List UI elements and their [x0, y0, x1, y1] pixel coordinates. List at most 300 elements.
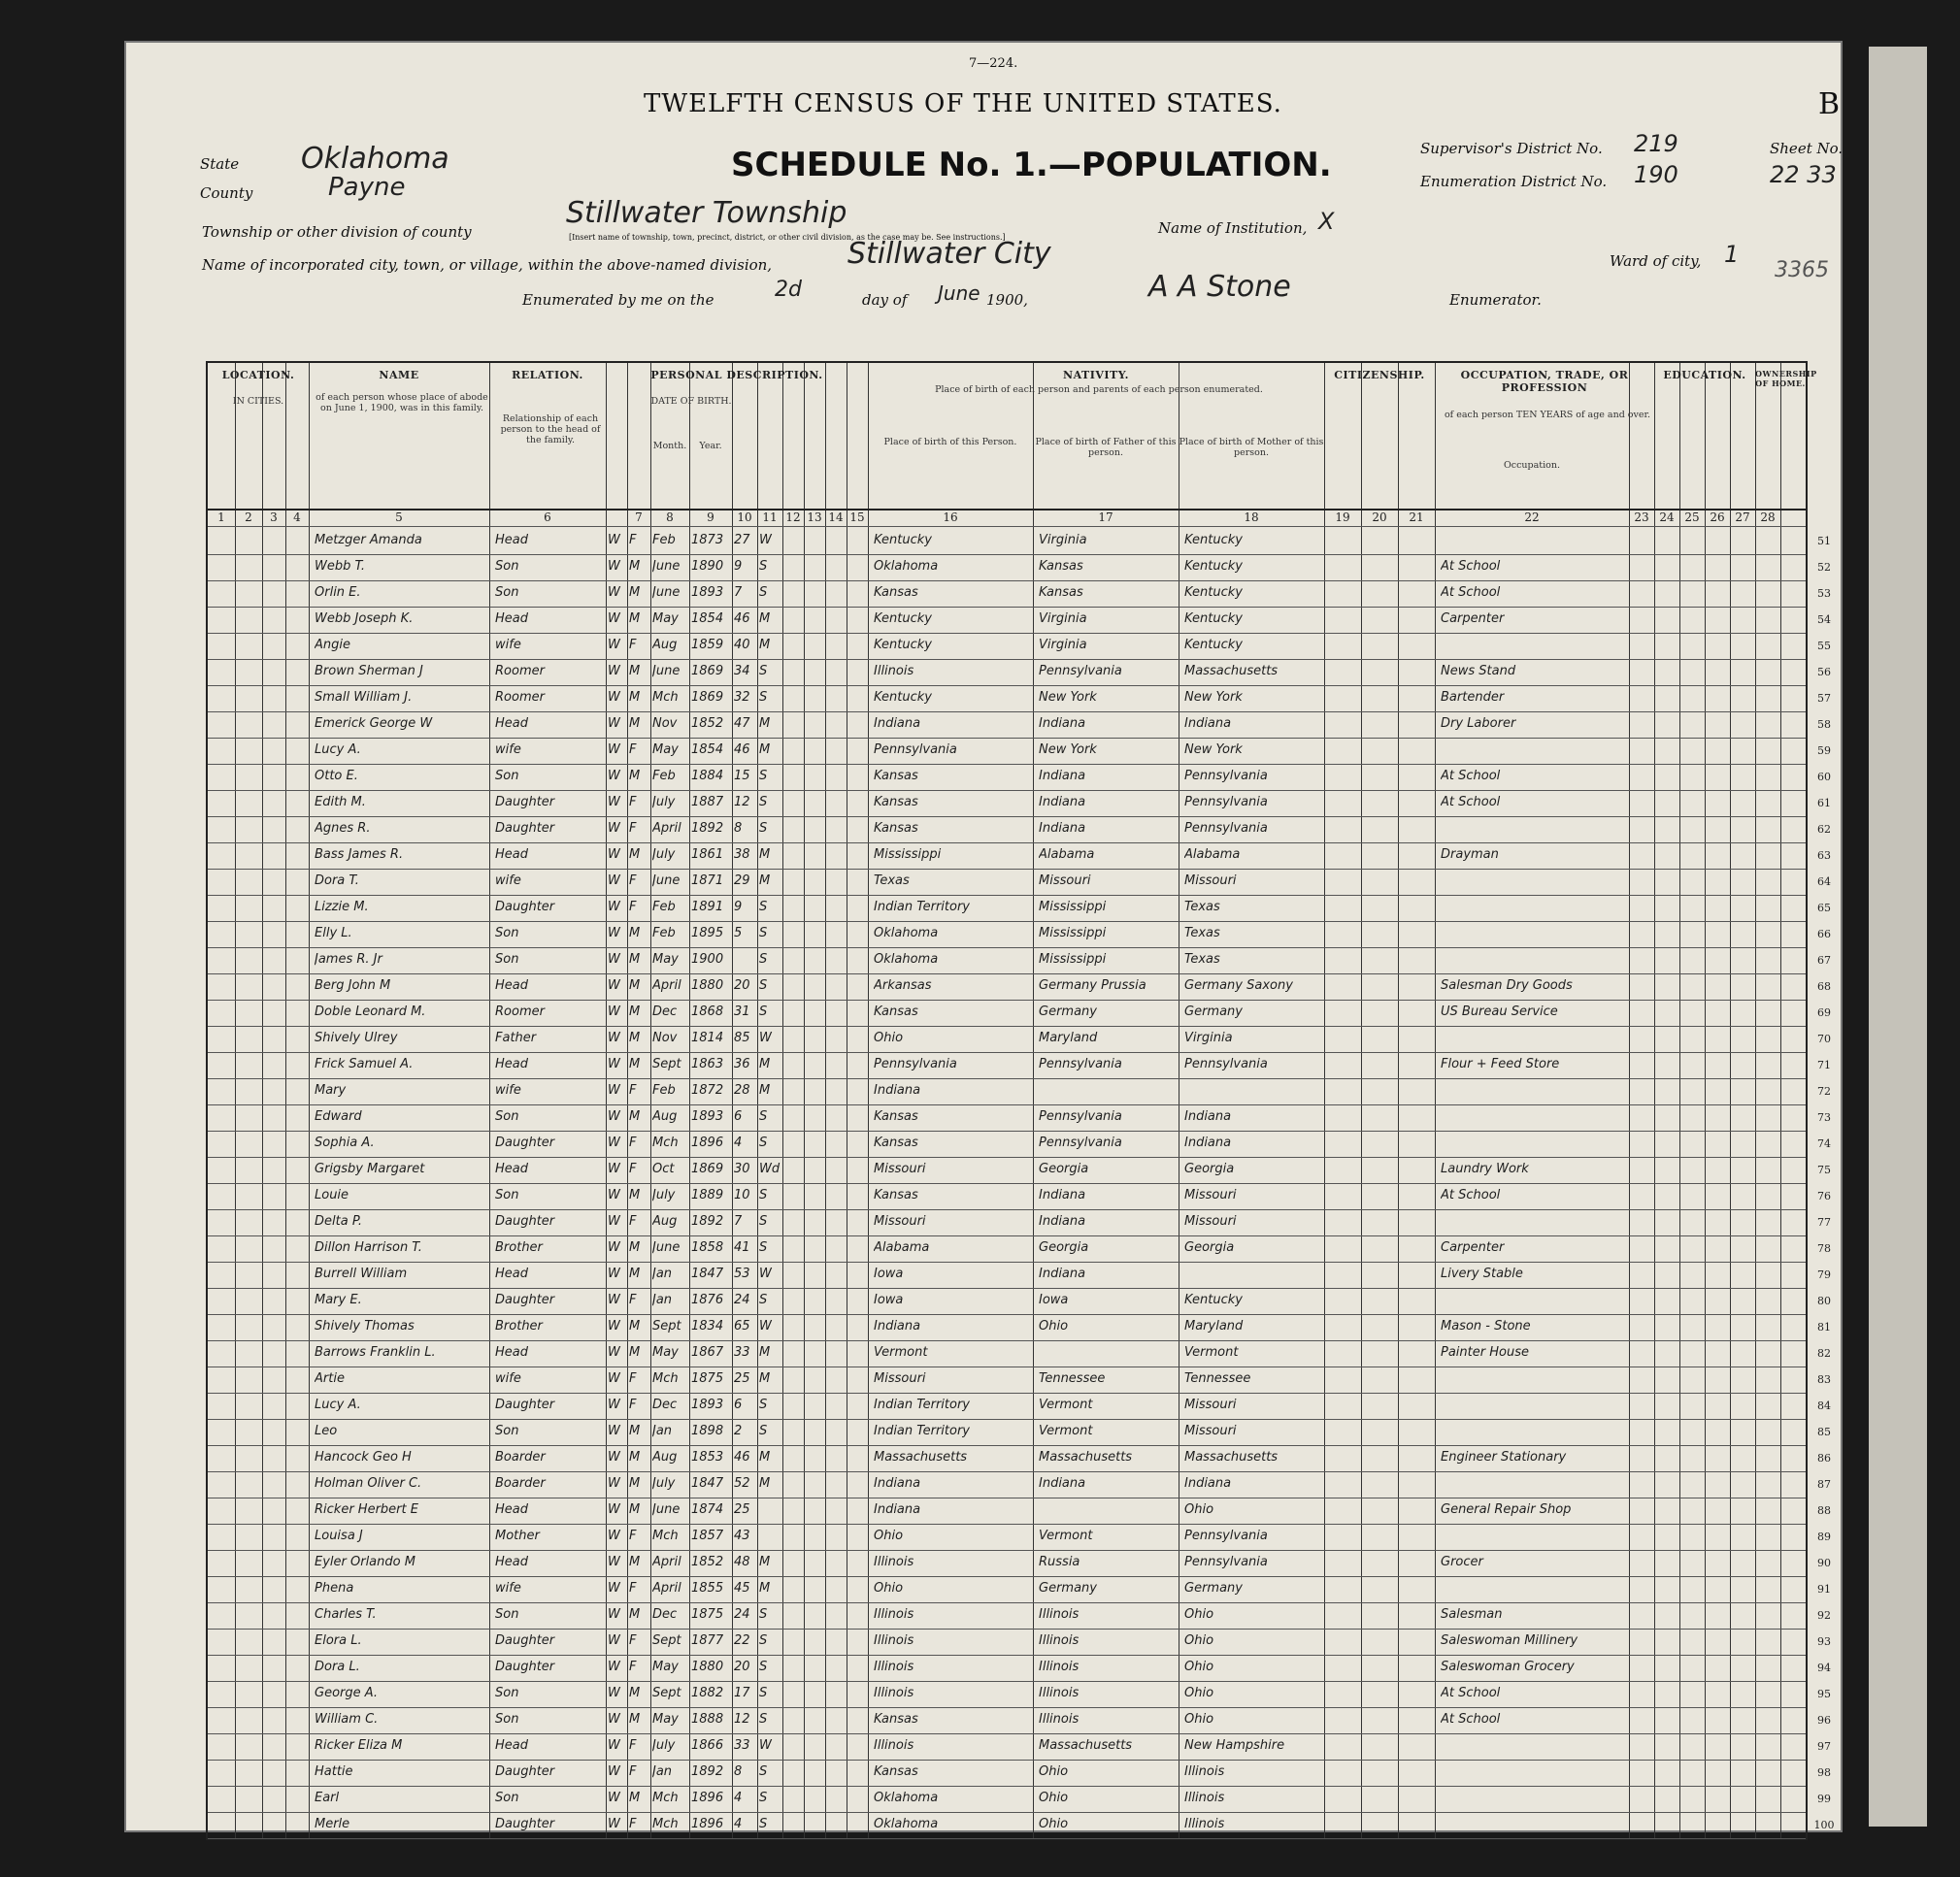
cell-bp: Pennsylvania	[874, 1057, 957, 1071]
cell-rel: Daughter	[495, 900, 555, 914]
cell-mbp: Kentucky	[1184, 585, 1244, 600]
cell-mbp: Maryland	[1184, 1319, 1244, 1334]
cell-mbp: Kentucky	[1184, 559, 1244, 574]
cell-bp: Illinois	[874, 1633, 914, 1648]
cell-sex: F	[629, 1214, 637, 1229]
row-rule	[208, 1786, 1806, 1787]
cell-mbp: Massachusetts	[1184, 1450, 1279, 1465]
cell-fbp: Mississippi	[1039, 952, 1107, 967]
cell-mbp: Ohio	[1184, 1660, 1214, 1674]
cell-fbp: Indiana	[1039, 769, 1086, 783]
cell-occ: Saleswoman Millinery	[1441, 1633, 1578, 1648]
cell-mo: Jan	[652, 1424, 673, 1438]
cell-fbp: Kansas	[1039, 559, 1083, 574]
column-rule	[1435, 363, 1436, 1838]
cell-fbp: Massachusetts	[1039, 1450, 1133, 1465]
cell-mbp: Indiana	[1184, 1476, 1232, 1491]
cell-mbp: Texas	[1184, 900, 1220, 914]
cell-mbp: Germany	[1184, 1581, 1243, 1596]
cell-name: Webb Joseph K.	[315, 611, 414, 626]
cell-name: Merle	[315, 1817, 350, 1831]
cell-bp: Kansas	[874, 1764, 918, 1779]
column-number: 2	[245, 510, 252, 524]
cell-name: Earl	[315, 1791, 340, 1805]
cell-sex: M	[629, 1109, 641, 1124]
cell-fbp: Alabama	[1039, 847, 1095, 862]
cell-bp: Vermont	[874, 1345, 928, 1360]
cell-color: W	[608, 900, 620, 914]
cell-fbp: Ohio	[1039, 1817, 1069, 1831]
row-rule	[208, 1733, 1806, 1734]
cell-bp: Illinois	[874, 1555, 914, 1569]
cell-rel: Roomer	[495, 664, 545, 678]
cell-mo: Mch	[652, 1791, 679, 1805]
row-rule	[208, 1262, 1806, 1263]
cell-rel: Son	[495, 952, 519, 967]
enumeration-value: 190	[1634, 161, 1678, 188]
cell-bp: Indiana	[874, 1502, 921, 1517]
cell-rel: Head	[495, 1162, 528, 1176]
cell-fbp: Indiana	[1039, 1476, 1086, 1491]
cell-mbp: Georgia	[1184, 1240, 1235, 1255]
cell-occ: At School	[1441, 795, 1501, 809]
cell-rel: Brother	[495, 1240, 543, 1255]
row-number: 70	[1817, 1033, 1831, 1045]
cell-mbp: Ohio	[1184, 1633, 1214, 1648]
cell-yr: 1896	[691, 1817, 724, 1831]
cell-rel: Brother	[495, 1319, 543, 1334]
cell-fbp: Illinois	[1039, 1633, 1080, 1648]
cell-color: W	[608, 1555, 620, 1569]
cell-bp: Kansas	[874, 1188, 918, 1202]
cell-age: 34	[734, 664, 750, 678]
cell-age: 5	[734, 926, 743, 940]
column-number: 27	[1735, 510, 1750, 524]
cell-name: Louie	[315, 1188, 349, 1202]
cell-bp: Illinois	[874, 1686, 914, 1700]
cell-color: W	[608, 1371, 620, 1386]
cell-mo: July	[652, 1738, 676, 1753]
row-number: 73	[1817, 1111, 1831, 1124]
cell-color: W	[608, 1398, 620, 1412]
cell-bp: Oklahoma	[874, 559, 939, 574]
cell-name: Grigsby Margaret	[315, 1162, 425, 1176]
cell-age: 8	[734, 821, 743, 836]
cell-mo: April	[652, 1581, 681, 1596]
cell-name: Dora T.	[315, 873, 359, 888]
cell-color: W	[608, 1240, 620, 1255]
cell-mar: S	[759, 1240, 768, 1255]
cell-sex: F	[629, 1660, 637, 1674]
cell-yr: 1880	[691, 978, 724, 993]
cell-rel: Boarder	[495, 1476, 546, 1491]
cell-bp: Oklahoma	[874, 926, 939, 940]
cell-bp: Indian Territory	[874, 1398, 970, 1412]
cell-name: Eyler Orlando M	[315, 1555, 415, 1569]
cell-fbp: Mississippi	[1039, 926, 1107, 940]
row-number: 99	[1817, 1793, 1831, 1805]
cell-mar: W	[759, 1267, 772, 1281]
cell-name: Frick Samuel A.	[315, 1057, 414, 1071]
cell-occ: Carpenter	[1441, 1240, 1505, 1255]
cell-occ: Painter House	[1441, 1345, 1529, 1360]
cell-rel: Daughter	[495, 1817, 555, 1831]
cell-fbp: Virginia	[1039, 611, 1087, 626]
cell-sex: M	[629, 926, 641, 940]
cell-bp: Missouri	[874, 1214, 926, 1229]
row-rule	[208, 816, 1806, 817]
cell-fbp: Illinois	[1039, 1712, 1080, 1727]
column-rule	[1654, 363, 1655, 1838]
cell-rel: wife	[495, 1371, 521, 1386]
cell-color: W	[608, 978, 620, 993]
cell-sex: F	[629, 742, 637, 757]
cell-name: Hancock Geo H	[315, 1450, 412, 1465]
row-rule	[208, 1576, 1806, 1577]
cell-sex: M	[629, 611, 641, 626]
cell-age: 38	[734, 847, 750, 862]
cell-name: Edith M.	[315, 795, 366, 809]
cell-fbp: Illinois	[1039, 1686, 1080, 1700]
row-number: 61	[1817, 797, 1831, 809]
cell-bp: Oklahoma	[874, 1817, 939, 1831]
cell-color: W	[608, 847, 620, 862]
cell-mar: M	[759, 611, 771, 626]
cell-mbp: Pennsylvania	[1184, 1529, 1268, 1543]
cell-yr: 1895	[691, 926, 724, 940]
cell-age: 30	[734, 1162, 750, 1176]
cell-mo: July	[652, 847, 676, 862]
cell-color: W	[608, 926, 620, 940]
cell-mo: Mch	[652, 1817, 679, 1831]
cell-fbp: Missouri	[1039, 873, 1091, 888]
cell-color: W	[608, 1057, 620, 1071]
column-rule	[489, 363, 490, 1838]
cell-name: Orlin E.	[315, 585, 361, 600]
cell-name: Ricker Herbert E	[315, 1502, 418, 1517]
cell-bp: Alabama	[874, 1240, 930, 1255]
city-label: Name of incorporated city, town, or village, within the above-named division,	[202, 256, 773, 274]
cell-rel: Head	[495, 1345, 528, 1360]
cell-fbp: Russia	[1039, 1555, 1080, 1569]
cell-mo: May	[652, 1345, 679, 1360]
cell-mo: Dec	[652, 1607, 678, 1622]
cell-rel: Daughter	[495, 1633, 555, 1648]
column-number: 13	[807, 510, 822, 524]
cell-fbp: Iowa	[1039, 1293, 1069, 1307]
row-rule	[208, 1419, 1806, 1420]
row-number: 80	[1817, 1295, 1831, 1307]
cell-age: 4	[734, 1791, 743, 1805]
cell-bp: Kansas	[874, 821, 918, 836]
cell-rel: Daughter	[495, 1660, 555, 1674]
cell-mbp: Ohio	[1184, 1686, 1214, 1700]
row-number: 72	[1817, 1085, 1831, 1098]
row-rule	[208, 1157, 1806, 1158]
cell-fbp: Germany	[1039, 1004, 1097, 1019]
cell-yr: 1896	[691, 1136, 724, 1150]
cell-sex: M	[629, 1686, 641, 1700]
cell-sex: F	[629, 1764, 637, 1779]
column-rule	[1780, 363, 1781, 1838]
cell-mo: Mch	[652, 1371, 679, 1386]
cell-sex: F	[629, 1083, 637, 1098]
cell-color: W	[608, 769, 620, 783]
cell-bp: Kansas	[874, 1712, 918, 1727]
cell-mbp: Missouri	[1184, 1424, 1237, 1438]
cell-age: 15	[734, 769, 750, 783]
column-rule	[732, 363, 733, 1838]
cell-yr: 1898	[691, 1424, 724, 1438]
cell-yr: 1853	[691, 1450, 724, 1465]
column-number-rule	[208, 526, 1806, 527]
cell-color: W	[608, 1712, 620, 1727]
cell-occ: At School	[1441, 1686, 1501, 1700]
cell-sex: M	[629, 1004, 641, 1019]
row-rule	[208, 1629, 1806, 1630]
cell-mo: July	[652, 795, 676, 809]
cell-fbp: Maryland	[1039, 1031, 1098, 1045]
cell-mbp: Ohio	[1184, 1502, 1214, 1517]
cell-mo: April	[652, 821, 681, 836]
cell-fbp: Pennsylvania	[1039, 664, 1122, 678]
cell-mbp: Pennsylvania	[1184, 795, 1268, 809]
cell-mar: S	[759, 1817, 768, 1831]
cell-bp: Pennsylvania	[874, 742, 957, 757]
cell-occ: Bartender	[1441, 690, 1505, 705]
column-subheader: Place of birth of Father of this person.	[1035, 437, 1177, 458]
cell-name: Mary	[315, 1083, 347, 1098]
cell-mo: Sept	[652, 1319, 681, 1334]
cell-mbp: Massachusetts	[1184, 664, 1279, 678]
cell-mar: M	[759, 1581, 771, 1596]
cell-rel: Son	[495, 1607, 519, 1622]
row-number: 76	[1817, 1190, 1831, 1202]
cell-bp: Iowa	[874, 1267, 904, 1281]
column-number: 9	[707, 510, 714, 524]
cell-mo: June	[652, 664, 681, 678]
column-number: 10	[737, 510, 752, 524]
cell-rel: Roomer	[495, 1004, 545, 1019]
cell-color: W	[608, 1502, 620, 1517]
cell-bp: Mississippi	[874, 847, 942, 862]
cell-mar: M	[759, 1371, 771, 1386]
cell-color: W	[608, 664, 620, 678]
cell-name: Sophia A.	[315, 1136, 375, 1150]
institution-value: X	[1318, 208, 1335, 235]
row-number: 100	[1813, 1819, 1835, 1831]
cell-color: W	[608, 1450, 620, 1465]
cell-bp: Oklahoma	[874, 1791, 939, 1805]
cell-yr: 1876	[691, 1293, 724, 1307]
cell-age: 27	[734, 533, 750, 547]
cell-sex: M	[629, 1240, 641, 1255]
cell-color: W	[608, 1267, 620, 1281]
row-rule	[208, 1026, 1806, 1027]
column-group-header: OWNERSHIP OF HOME.	[1755, 369, 1817, 388]
cell-fbp: Illinois	[1039, 1607, 1080, 1622]
cell-yr: 1868	[691, 1004, 724, 1019]
cell-age: 28	[734, 1083, 750, 1098]
cell-color: W	[608, 821, 620, 836]
cell-bp: Kentucky	[874, 690, 933, 705]
cell-mo: Nov	[652, 1031, 678, 1045]
row-number: 60	[1817, 771, 1831, 783]
row-number: 85	[1817, 1426, 1831, 1438]
column-number: 14	[828, 510, 844, 524]
cell-name: Louisa J	[315, 1529, 363, 1543]
cell-bp: Missouri	[874, 1371, 926, 1386]
cell-mbp: New Hampshire	[1184, 1738, 1285, 1753]
column-rule	[757, 363, 758, 1838]
cell-color: W	[608, 1476, 620, 1491]
cell-name: Lizzie M.	[315, 900, 369, 914]
cell-age: 31	[734, 1004, 750, 1019]
column-rule	[1679, 363, 1680, 1838]
cell-mar: S	[759, 952, 768, 967]
row-rule	[208, 1550, 1806, 1551]
cell-yr: 1858	[691, 1240, 724, 1255]
row-rule	[208, 659, 1806, 660]
cell-mo: Aug	[652, 1450, 678, 1465]
cell-mar: S	[759, 769, 768, 783]
row-rule	[208, 1340, 1806, 1341]
cell-rel: Son	[495, 585, 519, 600]
cell-mar: S	[759, 1004, 768, 1019]
cell-mo: Dec	[652, 1004, 678, 1019]
census-title: TWELFTH CENSUS OF THE UNITED STATES.	[644, 89, 1282, 118]
cell-sex: M	[629, 1424, 641, 1438]
column-number: 4	[293, 510, 301, 524]
column-rule	[262, 363, 263, 1838]
cell-bp: Kansas	[874, 795, 918, 809]
cell-name: Angie	[315, 638, 350, 652]
cell-mo: Sept	[652, 1057, 681, 1071]
cell-sex: M	[629, 559, 641, 574]
cell-age: 20	[734, 978, 750, 993]
cell-sex: M	[629, 1791, 641, 1805]
cell-occ: Saleswoman Grocery	[1441, 1660, 1575, 1674]
cell-name: Doble Leonard M.	[315, 1004, 426, 1019]
cell-yr: 1869	[691, 690, 724, 705]
cell-sex: F	[629, 1136, 637, 1150]
column-number: 6	[544, 510, 551, 524]
column-number: 22	[1524, 510, 1540, 524]
cell-age: 10	[734, 1188, 750, 1202]
cell-yr: 1880	[691, 1660, 724, 1674]
row-number: 92	[1817, 1609, 1831, 1622]
cell-bp: Texas	[874, 873, 910, 888]
row-number: 54	[1817, 613, 1831, 626]
cell-occ: Salesman	[1441, 1607, 1503, 1622]
cell-mar: M	[759, 873, 771, 888]
cell-rel: Son	[495, 1109, 519, 1124]
cell-mbp: Kentucky	[1184, 1293, 1244, 1307]
cell-sex: M	[629, 1712, 641, 1727]
cell-occ: US Bureau Service	[1441, 1004, 1558, 1019]
column-number: 1	[217, 510, 225, 524]
cell-age: 32	[734, 690, 750, 705]
county-value: Payne	[328, 173, 406, 202]
cell-fbp: Pennsylvania	[1039, 1136, 1122, 1150]
cell-fbp: Kansas	[1039, 585, 1083, 600]
cell-rel: Son	[495, 769, 519, 783]
cell-age: 47	[734, 716, 750, 731]
row-number: 68	[1817, 980, 1831, 993]
cell-rel: Head	[495, 978, 528, 993]
cell-yr: 1889	[691, 1188, 724, 1202]
cell-occ: Livery Stable	[1441, 1267, 1523, 1281]
column-number: 5	[395, 510, 403, 524]
cell-mo: Sept	[652, 1633, 681, 1648]
cell-fbp: Ohio	[1039, 1764, 1069, 1779]
cell-mar: M	[759, 847, 771, 862]
cell-color: W	[608, 1031, 620, 1045]
cell-rel: Head	[495, 716, 528, 731]
cell-age: 48	[734, 1555, 750, 1569]
cell-sex: M	[629, 585, 641, 600]
cell-color: W	[608, 559, 620, 574]
cell-mo: Feb	[652, 1083, 676, 1098]
cell-name: Dora L.	[315, 1660, 360, 1674]
cell-yr: 1847	[691, 1476, 724, 1491]
column-number: 21	[1409, 510, 1424, 524]
cell-bp: Indian Territory	[874, 900, 970, 914]
cell-mbp: Virginia	[1184, 1031, 1233, 1045]
cell-mar: S	[759, 1660, 768, 1674]
cell-yr: 1890	[691, 559, 724, 574]
column-subheader: of each person whose place of abode on June 1, 1900, was in this family.	[316, 392, 488, 413]
cell-mbp: New York	[1184, 690, 1243, 705]
cell-color: W	[608, 1004, 620, 1019]
cell-name: Mary E.	[315, 1293, 362, 1307]
cell-mbp: Georgia	[1184, 1162, 1235, 1176]
cell-rel: Head	[495, 533, 528, 547]
cell-occ: General Repair Shop	[1441, 1502, 1572, 1517]
form-number: 7—224.	[969, 56, 1018, 71]
cell-mbp: Alabama	[1184, 847, 1241, 862]
enumerated-month: June	[938, 281, 980, 305]
row-rule	[208, 607, 1806, 608]
cell-mbp: Missouri	[1184, 1214, 1237, 1229]
cell-bp: Kansas	[874, 1004, 918, 1019]
row-number: 58	[1817, 718, 1831, 731]
cell-yr: 1896	[691, 1791, 724, 1805]
cell-rel: Son	[495, 1791, 519, 1805]
cell-fbp: Germany	[1039, 1581, 1097, 1596]
cell-rel: Son	[495, 1712, 519, 1727]
cell-occ: At School	[1441, 1188, 1501, 1202]
cell-mar: S	[759, 1293, 768, 1307]
cell-mbp: Pennsylvania	[1184, 821, 1268, 836]
cell-yr: 1892	[691, 821, 724, 836]
cell-age: 4	[734, 1136, 743, 1150]
cell-age: 12	[734, 795, 750, 809]
cell-mo: Aug	[652, 1109, 678, 1124]
cell-age: 36	[734, 1057, 750, 1071]
cell-mbp: Ohio	[1184, 1712, 1214, 1727]
cell-mar: S	[759, 795, 768, 809]
row-rule	[208, 1235, 1806, 1236]
column-rule	[1398, 363, 1399, 1838]
cell-mo: Jan	[652, 1267, 673, 1281]
cell-sex: M	[629, 1057, 641, 1071]
column-rule	[804, 363, 805, 1838]
cell-rel: Daughter	[495, 1764, 555, 1779]
cell-mar: S	[759, 1633, 768, 1648]
column-number: 28	[1760, 510, 1776, 524]
cell-yr: 1882	[691, 1686, 724, 1700]
